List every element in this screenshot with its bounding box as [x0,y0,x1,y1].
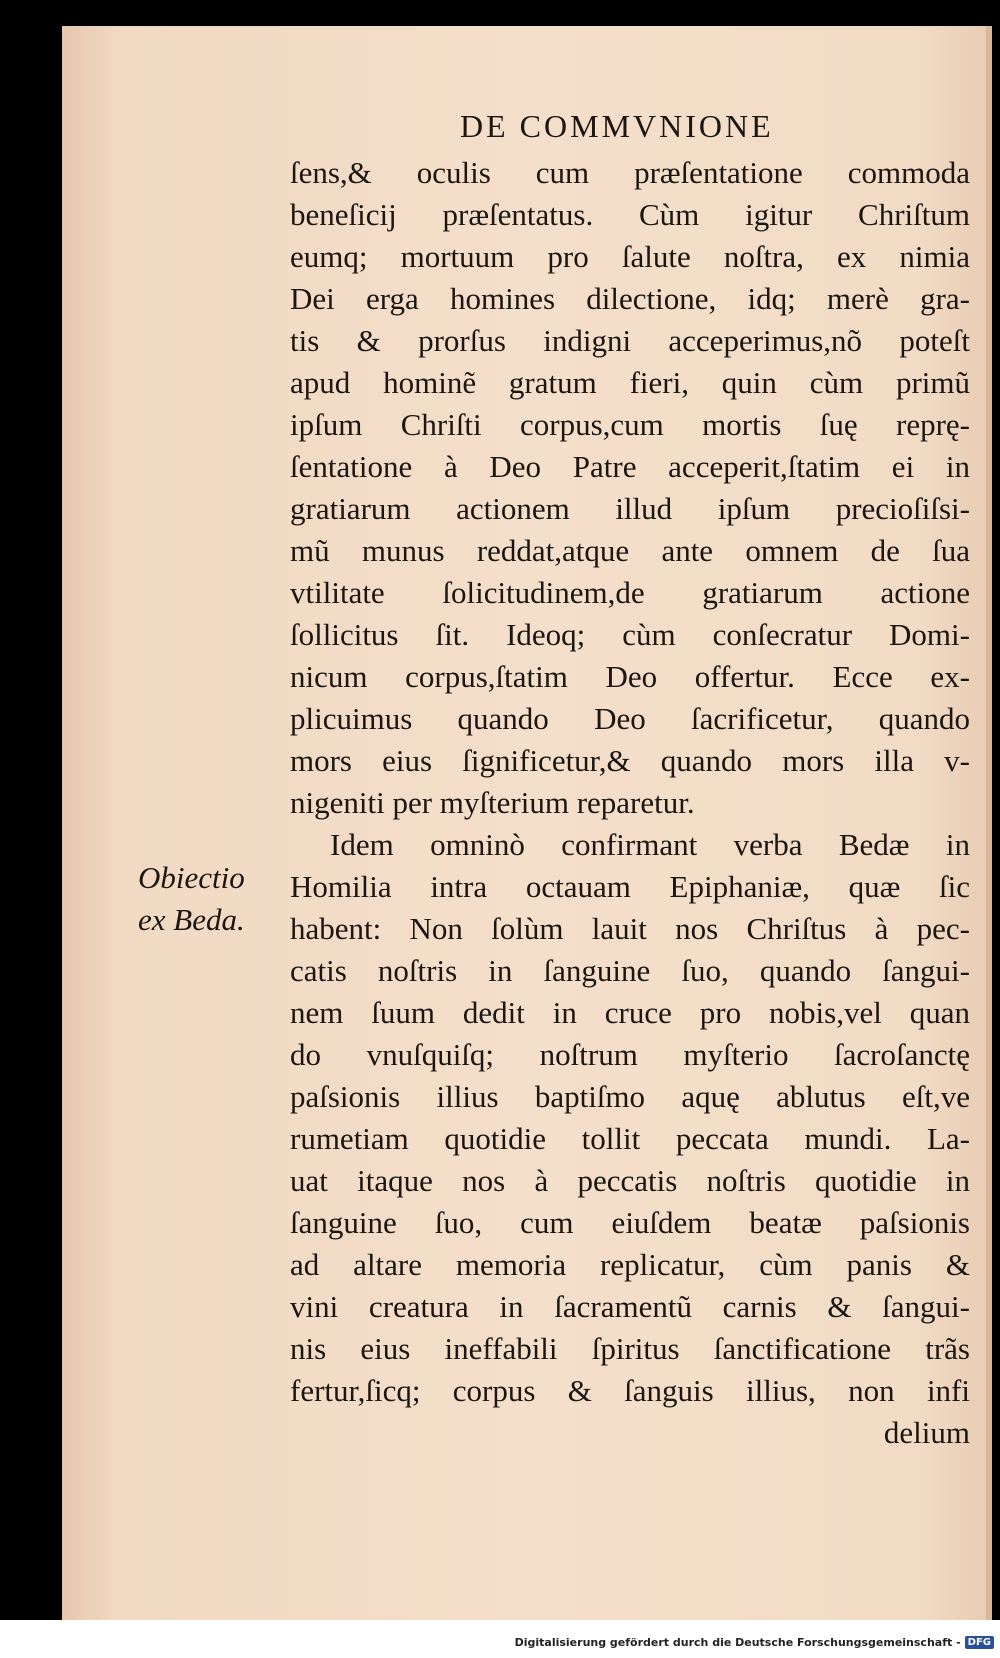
text-line: paſsionis illius baptiſmo aquę ablutus eſt,ve [290,1079,970,1114]
text-line: ipſum Chriſti corpus,cum mortis ſuę reprę- [290,407,970,442]
text-line: plicuimus quando Deo ſacrificetur, quando [290,701,970,736]
dfg-logo: DFG [965,1636,994,1649]
text-line: habent: Non ſolùm lauit nos Chriſtus à pec- [290,911,970,946]
text-line: mors eius ſignificetur,& quando mors illa v- [290,743,970,778]
text-line: Homilia intra octauam Epiphaniæ, quæ ſic [290,869,970,904]
text-line: nem ſuum dedit in cruce pro nobis,vel quan [290,995,970,1030]
text-line: vtilitate ſolicitudinem,de gratiarum actione [290,575,970,610]
text-line: ad altare memoria replicatur, cùm panis & [290,1247,970,1282]
text-line: vini creatura in ſacramentũ carnis & ſangui- [290,1289,970,1324]
text-line: ſollicitus ſit. Ideoq; cùm conſecratur Domi- [290,617,970,652]
text-line: eumq; mortuum pro ſalute noſtra, ex nimia [290,239,970,274]
text-line: rumetiam quotidie tollit peccata mundi. La- [290,1121,970,1156]
text-line: Dei erga homines dilectione, idq; merè gra- [290,281,970,316]
text-line: tis & prorſus indigni acceperimus,nõ poteſt [290,323,970,358]
marginal-note-objection: Obiectio [138,860,245,895]
text-line: mũ munus reddat,atque ante omnem de ſua [290,533,970,568]
text-line: uat itaque nos à peccatis noſtris quotidie in [290,1163,970,1198]
text-line: apud hominẽ gratum fieri, quin cùm primũ [290,365,970,400]
text-line: do vnuſquiſq; noſtrum myſterio ſacroſanctę [290,1037,970,1072]
credit-text: Digitalisierung gefördert durch die Deutsche Forschungsgemeinschaft - [514,1635,961,1649]
text-line: ſentatione à Deo Patre acceperit,ſtatim ei in [290,449,970,484]
text-line: gratiarum actionem illud ipſum precioſiſsi- [290,491,970,526]
text-line: nis eius ineffabili ſpiritus ſanctificatione trãs [290,1331,970,1366]
text-line: fertur,ſicq; corpus & ſanguis illius, non infi [290,1373,970,1408]
text-line: beneſicij præſentatus. Cùm igitur Chriſtum [290,197,970,232]
catchword: delium [883,1415,970,1450]
text-line: Idem omninò confirmant verba Bedæ in [330,827,970,862]
text-line: nicum corpus,ſtatim Deo offertur. Ecce ex- [290,659,970,694]
text-line: catis noſtris in ſanguine ſuo, quando ſangui- [290,953,970,988]
body-text [290,152,970,1454]
text-line: ſanguine ſuo, cum eiuſdem beatæ paſsionis [290,1205,970,1240]
text-line: ſens,& oculis cum præſentatione commoda [290,155,970,190]
running-head: DE COMMVNIONE [460,108,774,144]
text-line: nigeniti per myſterium reparetur. [290,785,695,820]
digitization-credit [515,1632,994,1652]
marginal-note-source: ex Beda. [138,902,245,937]
